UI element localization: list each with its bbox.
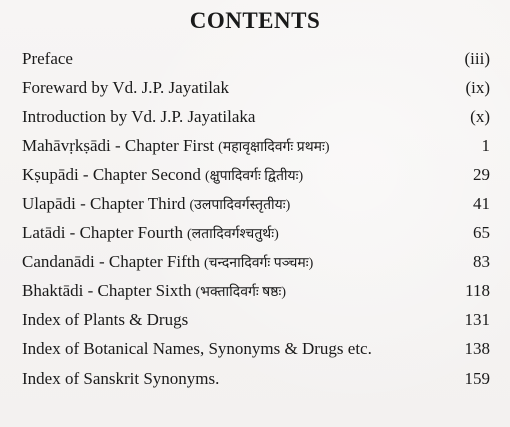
entry-title: Candanādi - Chapter Fifth	[22, 252, 200, 272]
toc-page-number: (x)	[470, 106, 490, 126]
toc-entry-chapter-first[interactable]	[22, 131, 490, 160]
toc-entry-foreward[interactable]	[22, 73, 490, 102]
entry-title: Bhaktādi - Chapter Sixth	[22, 281, 192, 301]
toc-entry-chapter-second[interactable]	[22, 160, 490, 189]
toc-page-number: 131	[464, 310, 490, 330]
toc-entry-index-sanskrit[interactable]	[22, 364, 490, 393]
entry-title: Mahāvṛkṣādi - Chapter First	[22, 135, 215, 155]
entry-title: Index of Sanskrit Synonyms.	[22, 368, 220, 388]
page-title: CONTENTS	[189, 8, 321, 33]
toc-entry-chapter-fourth[interactable]	[22, 219, 490, 248]
toc-entry-title	[22, 369, 219, 389]
toc-entry-chapter-third[interactable]	[22, 189, 490, 218]
toc-page-number: (ix)	[465, 77, 490, 97]
toc-entry-title	[22, 136, 330, 156]
entry-sanskrit-title: (क्षुपादिवर्गः द्वितीयः)	[204, 168, 304, 184]
toc-entry-title	[22, 252, 313, 272]
toc-entry-title	[22, 223, 279, 243]
toc-entry-title	[22, 49, 73, 69]
toc-page-number: 159	[464, 368, 490, 388]
toc-entry-title	[22, 107, 255, 127]
toc-entry-title	[22, 310, 188, 330]
entry-title: Introduction by Vd. J.P. Jayatilaka	[22, 106, 256, 126]
entry-title: Latādi - Chapter Fourth	[22, 223, 183, 243]
table-of-contents	[22, 44, 490, 393]
toc-page-number: 83	[473, 252, 490, 272]
entry-title: Kṣupādi - Chapter Second	[22, 164, 201, 184]
entry-sanskrit-title: (भक्तादिवर्गः षष्ठः)	[195, 285, 287, 301]
toc-entry-title	[22, 78, 229, 98]
entry-title: Foreward by Vd. J.P. Jayatilak	[22, 77, 229, 97]
toc-entry-introduction[interactable]	[22, 102, 490, 131]
toc-page-number: 29	[473, 164, 490, 184]
toc-page-number: 65	[473, 223, 490, 243]
toc-entry-title	[22, 339, 372, 359]
toc-entry-title	[22, 281, 286, 301]
entry-title: Index of Plants & Drugs	[22, 310, 189, 330]
entry-sanskrit-title: (लतादिवर्गश्चतुर्थः)	[187, 227, 279, 243]
toc-entry-title	[22, 165, 303, 185]
entry-title: Index of Botanical Names, Synonyms & Drugs etc.	[22, 339, 372, 359]
entry-title: Ulapādi - Chapter Third	[22, 194, 186, 214]
toc-page-number: 1	[481, 135, 490, 155]
toc-page-number: 41	[473, 194, 490, 214]
toc-entry-title	[22, 194, 290, 214]
toc-page-number: (iii)	[464, 48, 490, 68]
toc-entry-chapter-sixth[interactable]	[22, 277, 490, 306]
toc-page-number: 138	[464, 339, 490, 359]
entry-sanskrit-title: (उलपादिवर्गस्तृतीयः)	[189, 198, 291, 214]
toc-entry-index-botanical[interactable]	[22, 335, 490, 364]
entry-sanskrit-title: (महावृक्षादिवर्गः प्रथमः)	[218, 139, 330, 155]
entry-title: Preface	[22, 48, 73, 68]
toc-entry-chapter-fifth[interactable]	[22, 248, 490, 277]
toc-page-number: 118	[465, 281, 490, 301]
toc-entry-index-plants[interactable]	[22, 306, 490, 335]
entry-sanskrit-title: (चन्दनादिवर्गः पञ्चमः)	[204, 256, 314, 272]
toc-entry-preface[interactable]	[22, 44, 490, 73]
